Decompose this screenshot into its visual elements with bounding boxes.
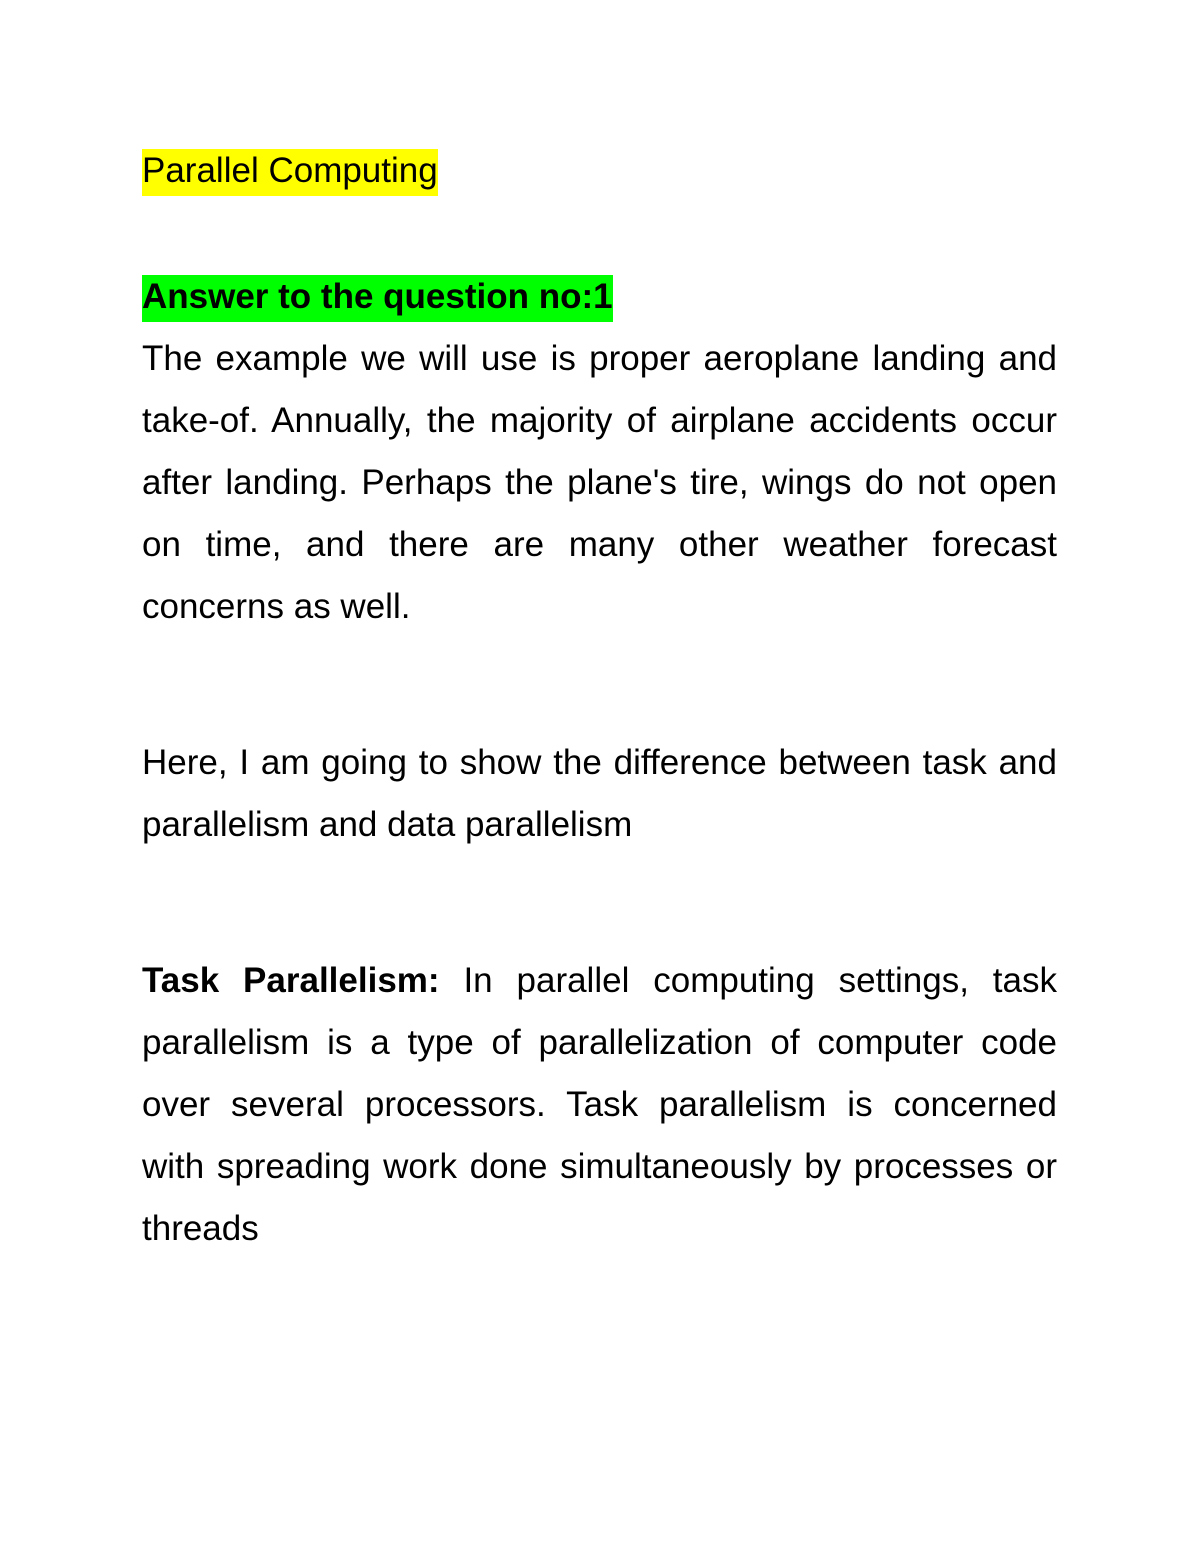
task-parallelism-label: Task Parallelism: [142,961,440,1000]
paragraph-example: The example we will use is proper aeroplane landing and take-of. Annually, the majority of airplane accidents occur after landing. Perhaps the plane's tire, wings do not open on time, and there are many other weather forecast concerns as well. [142,339,1057,626]
answer-heading-line [142,266,1057,328]
spacer [142,638,1057,732]
paragraph-task-parallelism [142,950,1057,1260]
spacer [142,202,1057,266]
task-parallelism-text: In parallel computing settings, task parallelism is a type of parallelization of computer code over several processors. Task parallelism is concerned with spreading work done simultaneously by processes or threads [142,961,1058,1248]
answer-heading: Answer to the question no:1 [142,275,613,322]
document-title-line [142,140,1057,202]
spacer [142,856,1057,950]
paragraph-intro: Here, I am going to show the difference between task and parallelism and data parallelism [142,743,1057,844]
document-body [142,140,1057,1260]
document-title: Parallel Computing [142,149,438,196]
